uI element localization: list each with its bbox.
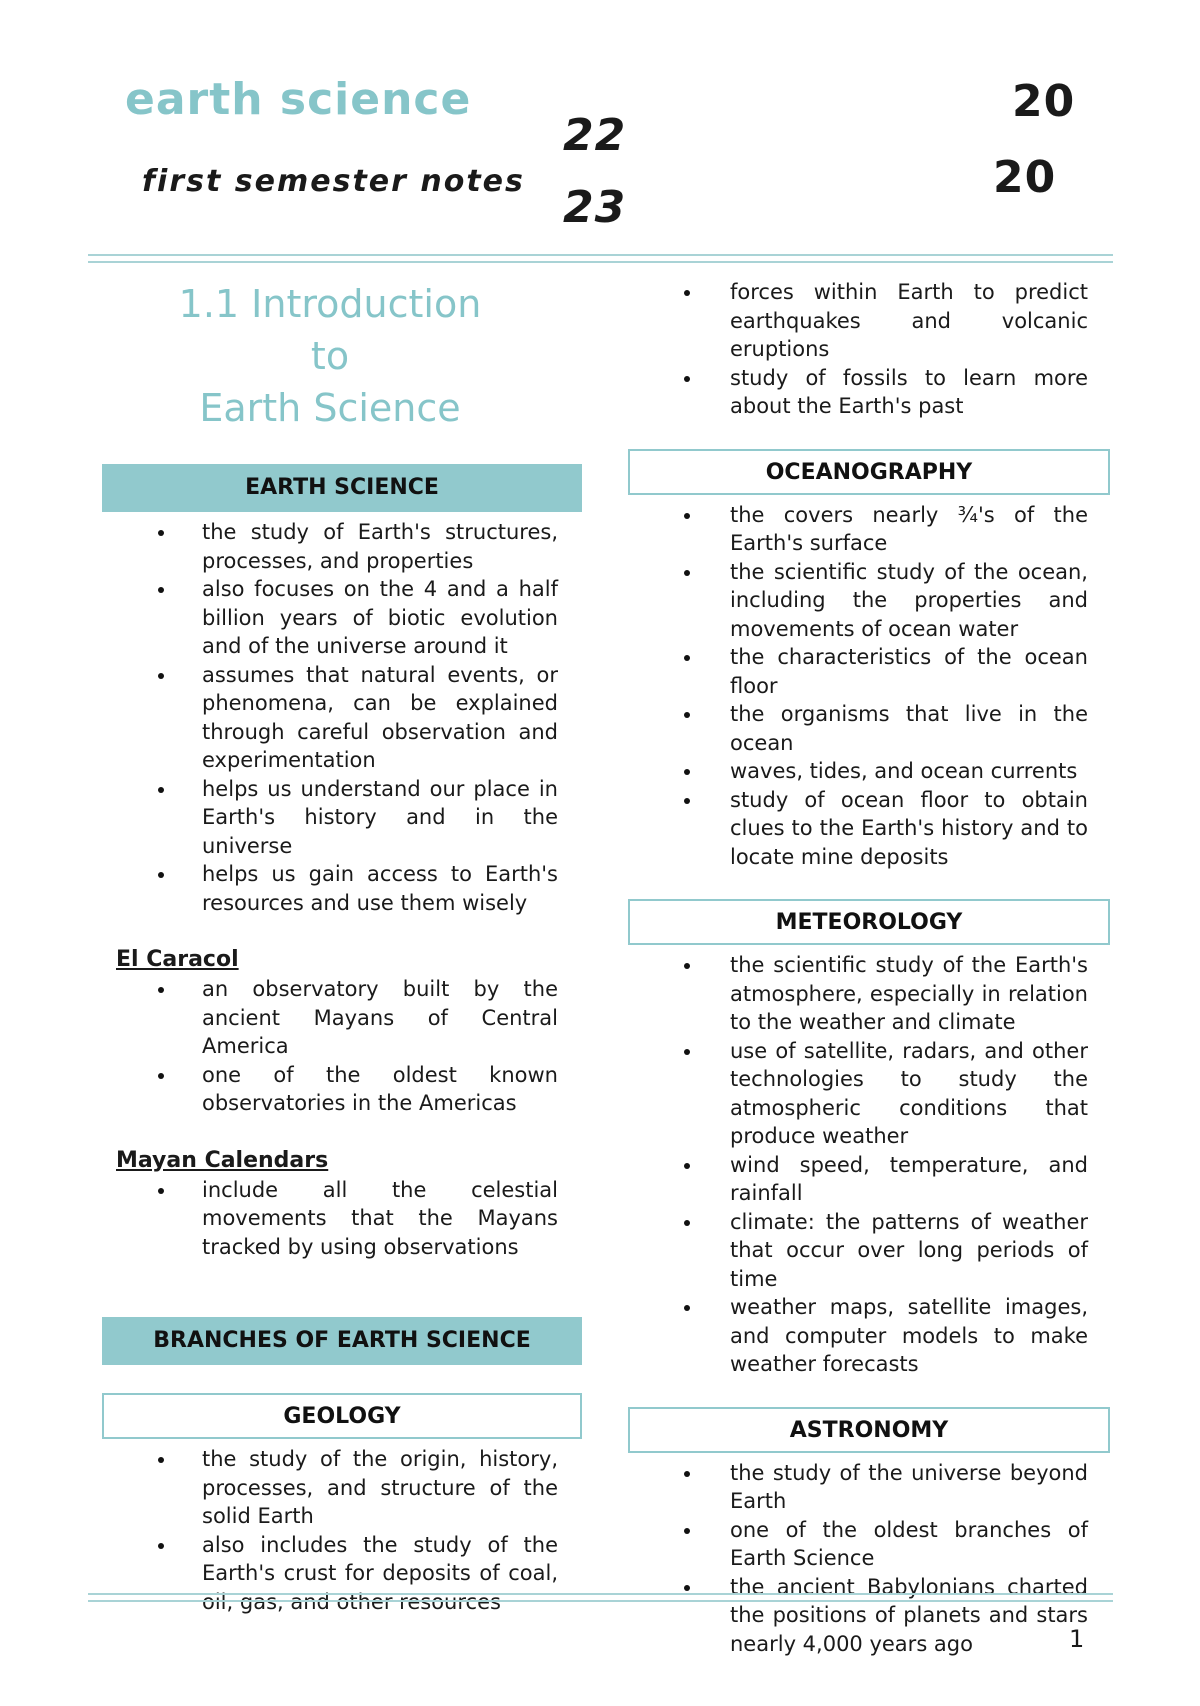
bullet-icon — [158, 1457, 164, 1463]
bullet-icon — [684, 1305, 690, 1311]
bullet-icon — [684, 376, 690, 382]
year-right-top: 20 — [1012, 76, 1076, 127]
section-title-line-2: to — [310, 334, 350, 378]
bullet-icon — [158, 587, 164, 593]
bullet-icon — [158, 673, 164, 679]
list-item: also focuses on the 4 and a half billion years of biotic evolution and of the universe around it — [102, 575, 582, 661]
list-item: one of the oldest branches of Earth Science — [628, 1516, 1110, 1573]
list-item: the study of the origin, history, processes, and structure of the solid Earth — [102, 1445, 582, 1531]
list-item: forces within Earth to predict earthquakes and volcanic eruptions — [628, 278, 1110, 364]
bullet-icon — [684, 1585, 690, 1591]
list-item: waves, tides, and ocean currents — [628, 757, 1110, 786]
bullet-icon — [684, 1528, 690, 1534]
list-item: include all the celestial movements that the Mayans tracked by using observations — [102, 1176, 582, 1262]
bullet-icon — [684, 655, 690, 661]
oceanography-heading: OCEANOGRAPHY — [628, 449, 1110, 495]
meteorology-list — [628, 951, 1110, 1379]
bullet-icon — [158, 987, 164, 993]
oceanography-list — [628, 501, 1110, 872]
bullet-icon — [684, 290, 690, 296]
astronomy-heading: ASTRONOMY — [628, 1407, 1110, 1453]
list-item: the characteristics of the ocean floor — [628, 643, 1110, 700]
bullet-icon — [684, 769, 690, 775]
list-item: study of ocean floor to obtain clues to the Earth's history and to locate mine deposits — [628, 786, 1110, 872]
bullet-icon — [684, 1471, 690, 1477]
list-item: study of fossils to learn more about the Earth's past — [628, 364, 1110, 421]
bullet-icon — [684, 798, 690, 804]
bullet-icon — [158, 530, 164, 536]
bullet-icon — [684, 1163, 690, 1169]
list-item: helps us understand our place in Earth's history and in the universe — [102, 775, 582, 861]
left-column — [102, 464, 582, 1616]
list-item: helps us gain access to Earth's resources and use them wisely — [102, 860, 582, 917]
section-title-line-3: Earth Science — [199, 386, 461, 430]
page-number: 1 — [1069, 1625, 1085, 1653]
bullet-icon — [684, 1220, 690, 1226]
list-item: the covers nearly ¾'s of the Earth's surface — [628, 501, 1110, 558]
geology-continued-list — [628, 278, 1110, 421]
bullet-icon — [158, 1188, 164, 1194]
astronomy-list — [628, 1459, 1110, 1659]
list-item: assumes that natural events, or phenomena, can be explained through careful observation and experimentation — [102, 661, 582, 775]
year-right-bottom: 20 — [993, 152, 1057, 203]
list-item: also includes the study of the Earth's crust for deposits of coal, oil, gas, and other resources — [102, 1531, 582, 1617]
bullet-icon — [684, 513, 690, 519]
list-item: an observatory built by the ancient Mayans of Central America — [102, 975, 582, 1061]
list-item: use of satellite, radars, and other technologies to study the atmospheric conditions that produce weather — [628, 1037, 1110, 1151]
geology-list — [102, 1445, 582, 1616]
list-item: the scientific study of the Earth's atmosphere, especially in relation to the weather and climate — [628, 951, 1110, 1037]
earth-science-list — [102, 518, 582, 917]
list-item: wind speed, temperature, and rainfall — [628, 1151, 1110, 1208]
earth-science-heading: EARTH SCIENCE — [102, 464, 582, 512]
bullet-icon — [684, 1049, 690, 1055]
document-subtitle: first semester notes — [142, 164, 525, 199]
header-divider — [88, 254, 1113, 263]
list-item: the study of Earth's structures, processes, and properties — [102, 518, 582, 575]
bullet-icon — [158, 1073, 164, 1079]
mayan-calendars-list — [102, 1176, 582, 1262]
year-left-bottom: 23 — [563, 182, 627, 233]
el-caracol-heading: El Caracol — [116, 947, 239, 972]
bullet-icon — [684, 712, 690, 718]
bullet-icon — [684, 570, 690, 576]
list-item: the scientific study of the ocean, including the properties and movements of ocean water — [628, 558, 1110, 644]
el-caracol-list — [102, 975, 582, 1118]
mayan-calendars-heading: Mayan Calendars — [116, 1147, 329, 1173]
bullet-icon — [684, 963, 690, 969]
geology-heading: GEOLOGY — [102, 1393, 582, 1439]
bullet-icon — [158, 1543, 164, 1549]
section-title-line-1: 1.1 Introduction — [178, 282, 482, 326]
footer-divider — [88, 1593, 1113, 1602]
section-title — [130, 278, 530, 434]
list-item: the study of the universe beyond Earth — [628, 1459, 1110, 1516]
list-item: weather maps, satellite images, and computer models to make weather forecasts — [628, 1293, 1110, 1379]
list-item: climate: the patterns of weather that occur over long periods of time — [628, 1208, 1110, 1294]
document-title: earth science — [125, 74, 472, 125]
branches-heading: BRANCHES OF EARTH SCIENCE — [102, 1317, 582, 1365]
right-column — [628, 278, 1110, 1658]
list-item: the ancient Babylonians charted the positions of planets and stars nearly 4,000 years ago — [628, 1573, 1110, 1659]
year-left-top: 22 — [563, 110, 627, 161]
meteorology-heading: METEOROLOGY — [628, 899, 1110, 945]
bullet-icon — [158, 872, 164, 878]
list-item: the organisms that live in the ocean — [628, 700, 1110, 757]
bullet-icon — [158, 787, 164, 793]
list-item: one of the oldest known observatories in the Americas — [102, 1061, 582, 1118]
